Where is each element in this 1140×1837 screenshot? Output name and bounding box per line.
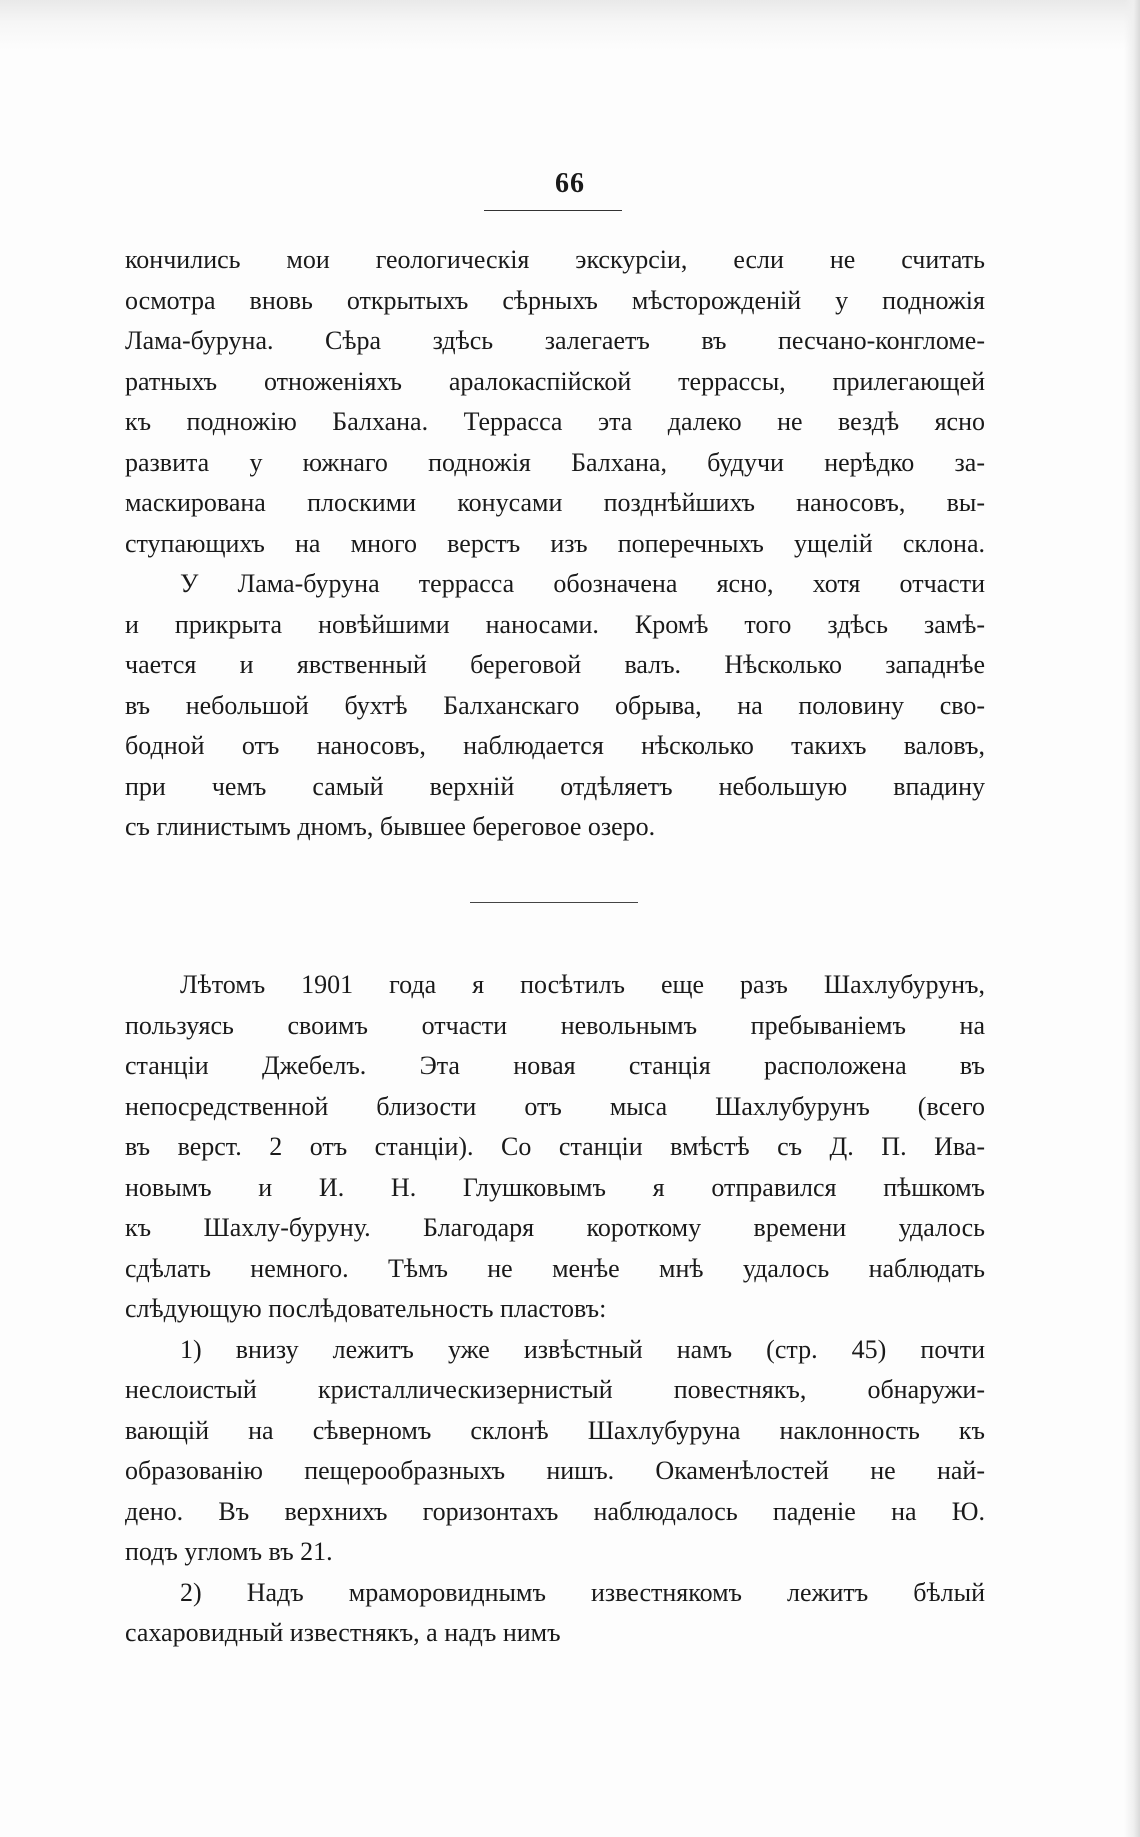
text-line: маскирована плоскими конусами позднѣйшихъ наносовъ, вы- — [125, 488, 985, 517]
text-line: дено. Въ верхнихъ горизонтахъ наблюдалось паденіе на Ю. — [125, 1496, 985, 1526]
page-number: 66 — [555, 168, 585, 199]
paragraph — [125, 965, 985, 1330]
scan-shadow-top — [0, 0, 1140, 50]
text-line: У Лама-буруна террасса обозначена ясно, хотя отчасти — [180, 569, 985, 598]
text-line: ратныхъ отноженіяхъ аралокаспійской террассы, прилегающей — [125, 366, 985, 396]
text-line: вающій на сѣверномъ склонѣ Шахлубуруна наклонность къ — [125, 1415, 985, 1445]
section-one-text — [125, 240, 985, 848]
section-two-text — [125, 965, 985, 1654]
section-divider — [470, 902, 638, 903]
text-line: пользуясь своимъ отчасти невольнымъ пребываніемъ на — [125, 1010, 985, 1040]
text-line: подъ угломъ въ 21. — [125, 1537, 333, 1566]
text-line: 1) внизу лежитъ уже извѣстный намъ (стр. 45) почти — [180, 1334, 985, 1364]
text-line: кончились мои геологическія экскурсіи, если не считать — [125, 245, 985, 274]
text-line: Лѣтомъ 1901 года я посѣтилъ еще разъ Шахлубурунъ, — [180, 970, 985, 999]
text-line: къ подножію Балхана. Террасса эта далеко не вездѣ ясно — [125, 407, 985, 436]
text-line: въ небольшой бухтѣ Балханскаго обрыва, на половину сво- — [125, 690, 985, 720]
scan-shadow-right — [1124, 0, 1140, 1837]
text-line: неслоистый кристаллическизернистый повестнякъ, обнаружи- — [125, 1375, 985, 1404]
text-line: бодной отъ наносовъ, наблюдается нѣсколько такихъ валовъ, — [125, 731, 985, 760]
text-line: въ верст. 2 отъ станціи). Со станціи вмѣстѣ съ Д. П. Ива- — [125, 1132, 985, 1161]
text-line: развита у южнаго подножія Балхана, будучи нерѣдко за- — [125, 447, 985, 477]
text-line: образованію пещерообразныхъ нишъ. Окаменѣлостей не най- — [125, 1456, 985, 1485]
text-line: 2) Надъ мраморовиднымъ известнякомъ лежитъ бѣлый — [180, 1577, 985, 1607]
paragraph — [125, 1330, 985, 1573]
text-line: сдѣлать немного. Тѣмъ не менѣе мнѣ удалось наблюдать — [125, 1253, 985, 1283]
text-line: къ Шахлу-буруну. Благодаря короткому времени удалось — [125, 1213, 985, 1242]
text-line: станціи Джебелъ. Эта новая станція расположена въ — [125, 1051, 985, 1080]
text-line: слѣдующую послѣдовательность пластовъ: — [125, 1294, 607, 1323]
text-line: осмотра вновь открытыхъ сѣрныхъ мѣсторожденій у подножія — [125, 285, 985, 315]
text-line: сахаровидный известнякъ, а надъ нимъ — [125, 1618, 561, 1647]
text-line: непосредственной близости отъ мыса Шахлубурунъ (всего — [125, 1091, 985, 1121]
paragraph — [125, 240, 985, 564]
text-line: съ глинистымъ дномъ, бывшее береговое озеро. — [125, 812, 656, 841]
text-line: и прикрыта новѣйшими наносами. Кромѣ того здѣсь замѣ- — [125, 609, 985, 639]
text-line: ступающихъ на много верстъ изъ поперечныхъ ущелій склона. — [125, 528, 985, 558]
text-line: чается и явственный береговой валъ. Нѣсколько западнѣе — [125, 650, 985, 679]
paragraph — [125, 1573, 985, 1654]
text-line: при чемъ самый верхній отдѣляетъ небольшую впадину — [125, 771, 985, 801]
text-line: новымъ и И. Н. Глушковымъ я отправился пѣшкомъ — [125, 1172, 985, 1202]
text-line: Лама-буруна. Сѣра здѣсь залегаетъ въ песчано-конгломе- — [125, 326, 985, 355]
paragraph — [125, 564, 985, 848]
page-number-underline — [484, 210, 622, 211]
